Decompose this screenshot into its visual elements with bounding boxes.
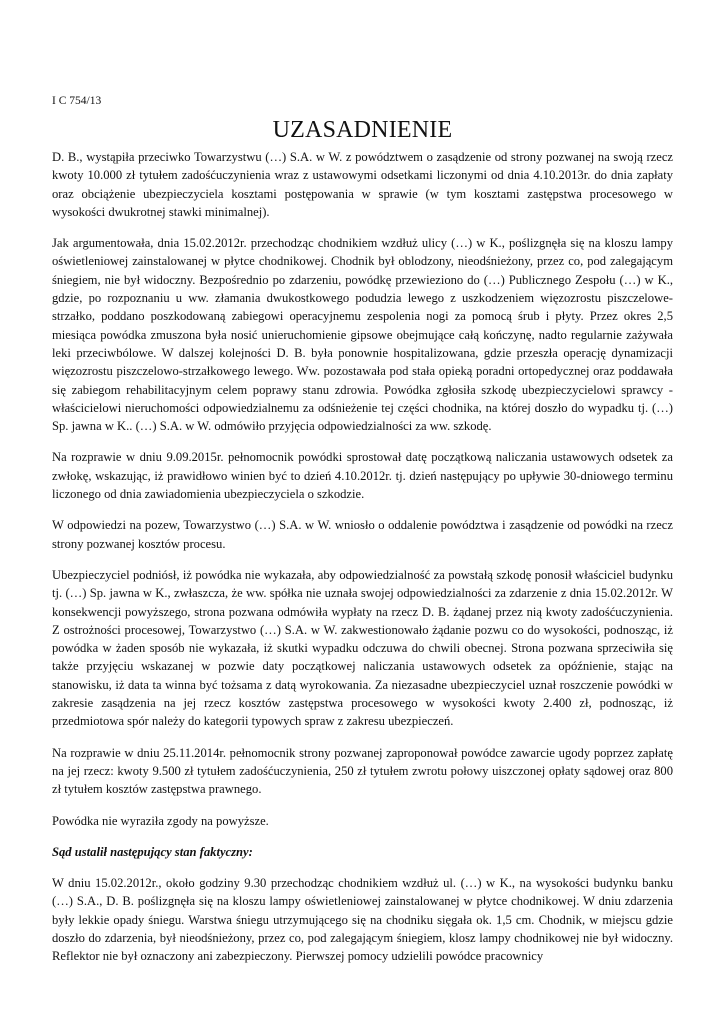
document-title: UZASADNIENIE bbox=[272, 117, 453, 143]
paragraph-argumentation: Jak argumentowała, dnia 15.02.2012r. przechodząc chodnikiem wzdłuż ulicy (…) w K., poślizgnęła się na kloszu lampy oświetleniowej zainstalowanej w płytce chodnikowej. Chodnik był oblodzony, nieodśnieżony, przez co, pod zalegającym śniegiem, nie był widoczny. Bezpośrednio po zdarzeniu, powódkę przewieziono do (…) Publicznego Zespołu (…) w K., gdzie, po rozpoznaniu u ww. złamania dwukostkowego podudzia lewego z uszkodzeniem więzozrostu piszczelowe-strzałko, poddano poszkodowaną zabiegowi operacyjnemu zespolenia nogi za pomocą śrub i płyty. Przez okres 2,5 miesiąca powódka zmuszona była nosić unieruchomienie gipsowe obejmujące całą kończynę, nadto regularnie zażywała leki przeciwbólowe. W dalszej kolejności D. B. była ponownie hospitalizowana, gdzie przeszła operację dynamizacji więzozrostu piszczelowo-strzałkowego lewego. Ww. pozostawała pod stała opieką poradni ortopedycznej oraz poddawała się zabiegom rehabilitacyjnym celem poprawy stanu zdrowia. Powódka zgłosiła szkodę ubezpieczycielowi sprawcy - właścicielowi nieruchomości odpowiedzialnemu za odśnieżenie tej części chodnika, na której doszło do wypadku tj. (…) Sp. jawna w K.. (…) S.A. w W. odmówiło przyjęcia odpowiedzialności za ww. szkodę. bbox=[52, 236, 673, 434]
document-body bbox=[52, 92, 673, 979]
paragraph-insurer-position: Ubezpieczyciel podniósł, iż powódka nie wykazała, aby odpowiedzialność za powstałą szkodę ponosił właściciel budynku tj. (…) Sp. jawna w K., zwłaszcza, że ww. spółka nie uznała swojej odpowiedzialności za zdarzenie z dnia 15.02.2012r. W konsekwencji powyższego, strona pozwana odmówiła wypłaty na rzecz D. B. żądanej przez nią kwoty zadośćuczynienia. Z ostrożności procesowej, Towarzystwo (…) S.A. w W. zakwestionowało żądanie pozwu co do wysokości, podnosząc, iż powódka w żaden sposób nie wykazała, iż skutki wypadku odczuwa do chwili obecnej. Strona pozwana sprzeciwiła się także przyjęciu wskazanej w pozwie daty początkowej naliczania ustawowych odsetek za opóźnienie, stając na stanowisku, iż data ta winna być tożsama z datą wyrokowania. Za niezasadne ubezpieczyciel uznał roszczenie powódki w zakresie zasądzenia na jej rzecz kosztów zastępstwa procesowego w wysokości kwoty 2.400 zł, podnosząc, iż przedmiotowa spór należy do kategorii typowych spraw z zakresu ubezpieczeń. bbox=[52, 567, 673, 729]
paragraph-claim: D. B., wystąpiła przeciwko Towarzystwu (…) S.A. w W. z powództwem o zasądzenie od strony pozwanej na swoją rzecz kwoty 10.000 zł tytułem zadośćuczynienia wraz z ustawowymi odsetkami liczonymi od dnia 4.10.2013r. do dnia zapłaty oraz obciążenie ubezpieczyciela kosztami postępowania w sprawie (w tym kosztami zastępstwa procesowego w wysokości dwukrotnej stawki minimalnej). bbox=[52, 150, 673, 219]
paragraph-settlement-offer: Na rozprawie w dniu 25.11.2014r. pełnomocnik strony pozwanej zaproponował powódce zawarcie ugody poprzez zapłatę na jej rzecz: kwoty 9.500 zł tytułem zadośćuczynienia, 250 zł tytułem zwrotu połowy uiszczonej opłaty sądowej oraz 800 zł tytułem kosztów zastępstwa prawnego. bbox=[52, 745, 673, 797]
paragraph-facts: W dniu 15.02.2012r., około godziny 9.30 przechodząc chodnikiem wzdłuż ul. (…) w K., na wysokości budynku banku (…) S.A., D. B. poślizgnęła się na kloszu lampy oświetleniowej zainstalowanej w płytce chodnikowej. W dniu zdarzenia były lekkie opady śniegu. Warstwa śniegu utrzymującego się na chodniku sięgała ok. 1,5 cm. Chodnik, w miejscu gdzie doszło do zdarzenia, był nieodśnieżony, przez co, pod zalegającym śniegiem, klosz lampy chodnikowej nie był widoczny. Reflektor nie był oznaczony ani zabezpieczony. Pierwszej pomocy udzielili powódce pracownicy bbox=[52, 876, 673, 964]
section-heading-facts: Sąd ustalił następujący stan faktyczny: bbox=[52, 844, 253, 859]
case-number: I C 754/13 bbox=[52, 95, 102, 107]
paragraph-refusal: Powódka nie wyraziła zgody na powyższe. bbox=[52, 813, 269, 828]
paragraph-interest-correction: Na rozprawie w dniu 9.09.2015r. pełnomocnik powódki sprostował datę początkową naliczania ustawowych odsetek za zwłokę, wskazując, iż prawidłowo winien być to dzień 4.10.2012r. tj. dzień następujący po upływie 30-dniowego terminu liczonego od dnia zawiadomienia ubezpieczyciela o szkodzie. bbox=[52, 450, 673, 502]
paragraph-response: W odpowiedzi na pozew, Towarzystwo (…) S.A. w W. wniosło o oddalenie powództwa i zasądzenie od powódki na rzecz strony pozwanej kosztów procesu. bbox=[52, 518, 673, 551]
